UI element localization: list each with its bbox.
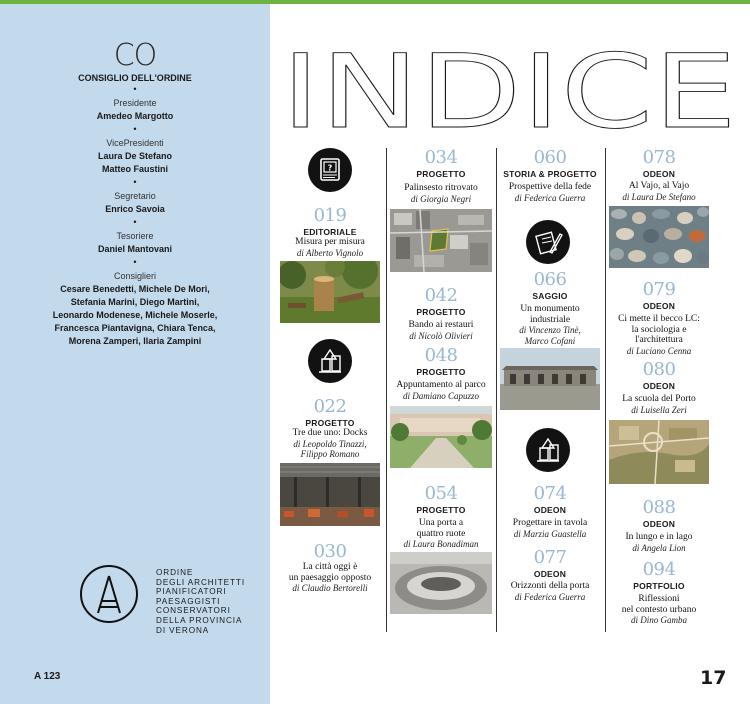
toc-entry-030[interactable]: 030 La città oggi è un paesaggio opposto di Claudio Bertorelli (288, 541, 372, 593)
separator-dot: • (133, 257, 137, 267)
toc-entry-060[interactable]: 060 STORIA & PROGETTO Prospettive della fede di Federica Guerra (503, 147, 597, 203)
thumb-round-door (390, 552, 492, 614)
treasurer-name: Daniel Mantovani (97, 244, 172, 254)
svg-text:INDICE: INDICE (281, 33, 737, 144)
treasurer-role: Tesoriere (116, 231, 154, 241)
council-title: CONSIGLIO DELL'ORDINE (78, 73, 192, 83)
councillors-role: Consiglieri (113, 271, 157, 281)
toc-entry-079[interactable]: 079 ODEON Ci mette il becco LC: la sociologia e l'architettura di Luciano Cenna (618, 279, 700, 356)
toc-entry-022[interactable]: 022 PROGETTO Tre due uno: Docks di Leopoldo Tinazzi, Filippo Romano (292, 396, 368, 459)
toc-entry-042[interactable]: 042 PROGETTO Bando ai restauri di Nicolò Olivieri (408, 285, 474, 341)
project-icon (308, 339, 352, 383)
order-name: ORDINE DEGLI ARCHITETTI PIANIFICATORI PAESAGGISTI CONSERVATORI DELLA PROVINCIA DI VERONA (156, 568, 246, 635)
councillors-line: Francesca Piantavigna, Chiara Tenca, (54, 323, 216, 333)
vice-role: VicePresidenti (106, 138, 164, 148)
thumb-aerial-map (609, 420, 709, 484)
toc-column-2 (390, 148, 492, 628)
co-logo: CO (113, 38, 157, 73)
page-number: 17 (700, 667, 727, 689)
president-name: Amedeo Margotto (96, 111, 174, 121)
indice-heading (278, 24, 740, 144)
toc-column-1 (280, 148, 380, 628)
thumb-tree-stump (280, 261, 380, 323)
councillors-line: Stefania Marini, Diego Martini, (70, 297, 200, 307)
column-divider (605, 148, 606, 632)
councillors-line: Leonardo Modenese, Michele Moserle, (52, 310, 218, 320)
toc-entry-078[interactable]: 078 ODEON Al Vajo, al Vajo di Laura De Stefano (622, 147, 696, 202)
editorial-icon (308, 148, 352, 192)
magazine-issue: A 123 (34, 671, 61, 682)
toc-entry-048[interactable]: 048 PROGETTO Appuntamento al parco di Damiano Capuzzo (396, 345, 486, 401)
column-divider (386, 148, 387, 632)
toc-entry-019[interactable]: 019 EDITORIALE Misura per misura di Alberto Vignolo (295, 205, 365, 258)
toc-column-3 (500, 148, 600, 628)
councillors-line: Morena Zamperi, Ilaria Zampini (68, 336, 202, 346)
thumb-aerial-city (390, 209, 492, 272)
thumb-industrial-building (500, 348, 600, 410)
toc-column-4 (609, 148, 709, 628)
toc-entry-066[interactable]: 066 SAGGIO Un monumento industriale di Vincenzo Tinè, Marco Cofani (519, 269, 581, 346)
councillors-line: Cesare Benedetti, Michele De Mori, (60, 284, 210, 294)
toc-entry-077[interactable]: 077 ODEON Orizzonti della porta di Federica Guerra (510, 547, 590, 602)
toc-entry-034[interactable]: 034 PROGETTO Palinsesto ritrovato di Giorgia Negri (404, 147, 478, 204)
toc-entry-074[interactable]: 074 ODEON Progettare in tavola di Marzia Guastella (512, 483, 588, 539)
separator-dot: • (133, 177, 137, 187)
project-icon (526, 428, 570, 472)
vice-name-1: Laura De Stefano (97, 151, 173, 161)
separator-dot: • (133, 124, 137, 134)
vice-name-2: Matteo Faustini (101, 164, 168, 174)
essay-icon (526, 220, 570, 264)
toc-entry-088[interactable]: 088 ODEON In lungo e in lago di Angela Lion (625, 497, 693, 553)
toc-entry-054[interactable]: 054 PROGETTO Una porta a quattro ruote di Laura Bonadiman (403, 483, 479, 549)
council-list (0, 72, 270, 348)
thumb-park-render (390, 406, 492, 468)
svg-text:?: ? (327, 163, 333, 173)
separator-dot: • (133, 84, 137, 94)
separator-dot: • (133, 217, 137, 227)
secretary-name: Enrico Savoia (105, 204, 165, 214)
toc-entry-080[interactable]: 080 ODEON La scuola del Porto di Luisella Zeri (622, 359, 696, 415)
order-logo-icon (80, 565, 138, 623)
thumb-docks-warehouse (280, 463, 380, 526)
president-role: Presidente (113, 98, 157, 108)
toc-entry-094[interactable]: 094 PORTFOLIO Riflessioni nel contesto urbano di Dino Gamba (621, 559, 697, 625)
column-divider (496, 148, 497, 632)
secretary-role: Segretario (114, 191, 156, 201)
thumb-pebbles (609, 206, 709, 268)
